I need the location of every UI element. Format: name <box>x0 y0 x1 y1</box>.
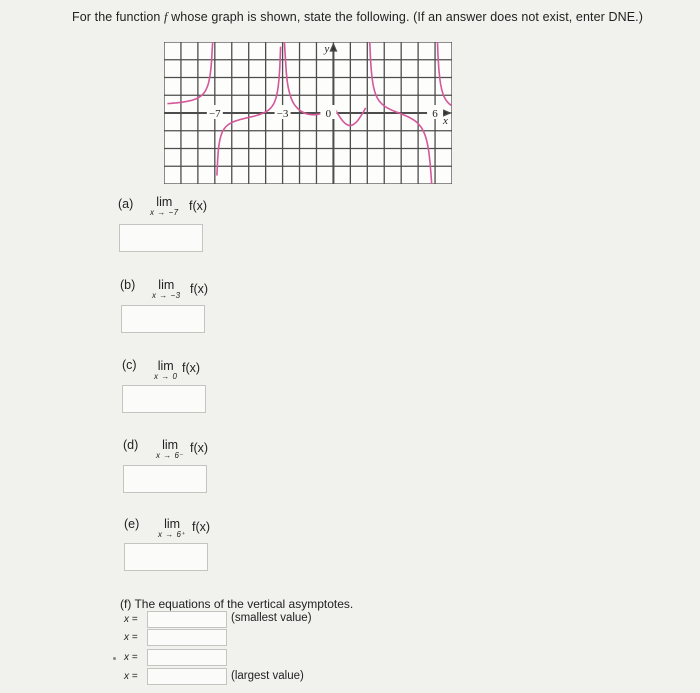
function-notation: f(x) <box>182 361 201 375</box>
question-label-d: (d) <box>123 438 139 452</box>
limit-expression-d <box>156 439 184 461</box>
limit-expression-e <box>158 518 186 540</box>
smallest-value-note: (smallest value) <box>231 612 312 624</box>
lim-word: lim <box>164 517 181 531</box>
asymptote-input-1[interactable] <box>147 611 227 628</box>
answer-input-e[interactable] <box>124 543 208 571</box>
answer-input-b[interactable] <box>121 305 205 333</box>
limit-expression-c <box>154 360 177 382</box>
question-label-c: (c) <box>122 358 137 372</box>
tick-label: −3 <box>276 108 289 120</box>
question-label-e: (e) <box>124 517 140 531</box>
answer-input-a[interactable] <box>119 224 203 252</box>
limit-approach: x → 0 <box>154 372 178 381</box>
limit-expression-a <box>150 196 179 218</box>
largest-value-note: (largest value) <box>231 670 304 682</box>
x-equals-label: x = <box>124 671 138 682</box>
tick-label: −7 <box>208 108 221 120</box>
asymptote-input-2[interactable] <box>147 629 227 646</box>
function-notation: f(x) <box>192 520 211 534</box>
answer-input-d[interactable] <box>123 465 207 493</box>
asymptotes-title: (f) The equations of the vertical asymptotes. <box>120 597 354 611</box>
x-equals-label: x = <box>124 632 138 643</box>
function-notation: f(x) <box>190 282 209 296</box>
x-axis-label: x <box>443 115 448 127</box>
function-graph <box>164 42 452 184</box>
x-equals-label: x = <box>124 652 138 663</box>
asymptote-input-3[interactable] <box>147 649 227 666</box>
decorative-dot <box>113 657 116 660</box>
question-label-b: (b) <box>120 278 136 292</box>
limit-approach: x → −3 <box>152 291 181 300</box>
asymptote-input-4[interactable] <box>147 668 227 685</box>
lim-word: lim <box>162 438 179 452</box>
lim-word: lim <box>157 359 174 373</box>
limit-approach: x → 6⁺ <box>158 530 187 539</box>
lim-word: lim <box>158 278 175 292</box>
x-equals-label: x = <box>124 614 138 625</box>
tick-label: 0 <box>325 108 332 120</box>
y-axis-label: y <box>324 43 330 55</box>
lim-word: lim <box>156 195 173 209</box>
instructions: For the function f whose graph is shown, state the following. (If an answer does not exist, enter DNE.) <box>72 10 644 24</box>
limit-approach: x → −7 <box>150 208 179 217</box>
function-notation: f(x) <box>190 441 209 455</box>
question-label-a: (a) <box>118 197 134 211</box>
answer-input-c[interactable] <box>122 385 206 413</box>
function-notation: f(x) <box>189 199 208 213</box>
tick-label: 6 <box>432 108 438 120</box>
limit-approach: x → 6⁻ <box>156 451 185 460</box>
limit-expression-b <box>152 279 181 301</box>
